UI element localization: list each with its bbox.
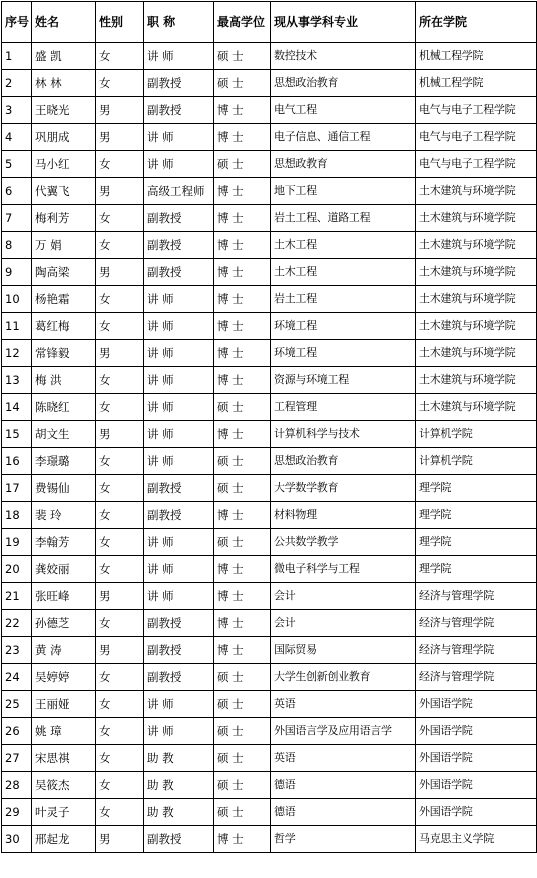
cell-gender: 女 — [96, 448, 144, 475]
cell-degree: 博 士 — [214, 340, 271, 367]
cell-index: 1 — [2, 43, 32, 70]
cell-college: 土木建筑与环境学院 — [416, 178, 537, 205]
cell-title: 讲 师 — [144, 448, 214, 475]
cell-major: 英语 — [271, 691, 416, 718]
cell-major: 思想政教育 — [271, 151, 416, 178]
cell-major: 思想政治教育 — [271, 448, 416, 475]
cell-title: 讲 师 — [144, 340, 214, 367]
cell-college: 计算机学院 — [416, 421, 537, 448]
cell-college: 经济与管理学院 — [416, 664, 537, 691]
faculty-table — [1, 1, 537, 853]
cell-major: 材料物理 — [271, 502, 416, 529]
table-row — [2, 97, 537, 124]
cell-major: 会计 — [271, 583, 416, 610]
cell-index: 15 — [2, 421, 32, 448]
cell-major: 德语 — [271, 799, 416, 826]
cell-college: 经济与管理学院 — [416, 583, 537, 610]
cell-gender: 女 — [96, 313, 144, 340]
cell-title: 助 教 — [144, 745, 214, 772]
cell-index: 13 — [2, 367, 32, 394]
cell-degree: 博 士 — [214, 583, 271, 610]
cell-name: 李璟璐 — [32, 448, 96, 475]
table-row — [2, 610, 537, 637]
cell-gender: 女 — [96, 610, 144, 637]
cell-name: 盛 凯 — [32, 43, 96, 70]
cell-degree: 博 士 — [214, 610, 271, 637]
cell-name: 孙德芝 — [32, 610, 96, 637]
cell-name: 黄 涛 — [32, 637, 96, 664]
cell-index: 8 — [2, 232, 32, 259]
cell-gender: 男 — [96, 178, 144, 205]
cell-index: 5 — [2, 151, 32, 178]
cell-index: 29 — [2, 799, 32, 826]
cell-gender: 男 — [96, 421, 144, 448]
cell-title: 副教授 — [144, 232, 214, 259]
cell-gender: 男 — [96, 124, 144, 151]
cell-index: 25 — [2, 691, 32, 718]
cell-index: 30 — [2, 826, 32, 853]
table-row — [2, 205, 537, 232]
cell-degree: 博 士 — [214, 556, 271, 583]
cell-index: 21 — [2, 583, 32, 610]
cell-index: 3 — [2, 97, 32, 124]
cell-gender: 女 — [96, 745, 144, 772]
cell-college: 马克思主义学院 — [416, 826, 537, 853]
cell-degree: 博 士 — [214, 97, 271, 124]
cell-title: 副教授 — [144, 97, 214, 124]
cell-name: 林 林 — [32, 70, 96, 97]
cell-index: 14 — [2, 394, 32, 421]
table-row — [2, 367, 537, 394]
table-row — [2, 394, 537, 421]
table-row — [2, 529, 537, 556]
cell-name: 龚姣丽 — [32, 556, 96, 583]
cell-gender: 女 — [96, 205, 144, 232]
cell-degree: 硕 士 — [214, 529, 271, 556]
cell-title: 讲 师 — [144, 394, 214, 421]
cell-title: 副教授 — [144, 664, 214, 691]
table-row — [2, 340, 537, 367]
cell-gender: 男 — [96, 259, 144, 286]
table-row — [2, 124, 537, 151]
cell-name: 邢起龙 — [32, 826, 96, 853]
cell-index: 4 — [2, 124, 32, 151]
cell-title: 副教授 — [144, 259, 214, 286]
cell-college: 经济与管理学院 — [416, 610, 537, 637]
cell-college: 理学院 — [416, 556, 537, 583]
cell-name: 马小红 — [32, 151, 96, 178]
cell-college: 理学院 — [416, 529, 537, 556]
cell-gender: 女 — [96, 70, 144, 97]
header-major: 现从事学科专业 — [271, 2, 416, 43]
header-gender: 性别 — [96, 2, 144, 43]
cell-gender: 女 — [96, 286, 144, 313]
cell-major: 会计 — [271, 610, 416, 637]
cell-name: 王晓光 — [32, 97, 96, 124]
cell-major: 数控技术 — [271, 43, 416, 70]
table-row — [2, 232, 537, 259]
cell-major: 思想政治教育 — [271, 70, 416, 97]
table-row — [2, 70, 537, 97]
cell-gender: 女 — [96, 529, 144, 556]
cell-name: 陶高梁 — [32, 259, 96, 286]
cell-college: 土木建筑与环境学院 — [416, 259, 537, 286]
cell-index: 2 — [2, 70, 32, 97]
cell-major: 德语 — [271, 772, 416, 799]
cell-name: 梅利芳 — [32, 205, 96, 232]
cell-major: 环境工程 — [271, 313, 416, 340]
cell-gender: 女 — [96, 772, 144, 799]
table-body — [2, 43, 537, 853]
cell-college: 电气与电子工程学院 — [416, 97, 537, 124]
cell-college: 土木建筑与环境学院 — [416, 394, 537, 421]
cell-degree: 博 士 — [214, 124, 271, 151]
table-row — [2, 43, 537, 70]
cell-title: 高级工程师 — [144, 178, 214, 205]
cell-index: 6 — [2, 178, 32, 205]
table-row — [2, 286, 537, 313]
cell-gender: 男 — [96, 637, 144, 664]
cell-college: 理学院 — [416, 502, 537, 529]
cell-gender: 女 — [96, 664, 144, 691]
cell-name: 胡文生 — [32, 421, 96, 448]
table-row — [2, 718, 537, 745]
table-row — [2, 313, 537, 340]
table-row — [2, 178, 537, 205]
cell-title: 讲 师 — [144, 421, 214, 448]
cell-index: 12 — [2, 340, 32, 367]
cell-major: 资源与环境工程 — [271, 367, 416, 394]
cell-gender: 男 — [96, 826, 144, 853]
table-row — [2, 637, 537, 664]
cell-major: 英语 — [271, 745, 416, 772]
cell-title: 讲 师 — [144, 556, 214, 583]
cell-title: 副教授 — [144, 205, 214, 232]
table-row — [2, 664, 537, 691]
cell-major: 土木工程 — [271, 232, 416, 259]
cell-name: 宋思祺 — [32, 745, 96, 772]
cell-title: 讲 师 — [144, 286, 214, 313]
cell-index: 17 — [2, 475, 32, 502]
cell-name: 巩朋成 — [32, 124, 96, 151]
cell-gender: 男 — [96, 583, 144, 610]
cell-college: 外国语学院 — [416, 772, 537, 799]
cell-gender: 女 — [96, 43, 144, 70]
cell-index: 19 — [2, 529, 32, 556]
cell-name: 梅 洪 — [32, 367, 96, 394]
cell-major: 环境工程 — [271, 340, 416, 367]
cell-name: 万 娟 — [32, 232, 96, 259]
table-row — [2, 475, 537, 502]
cell-name: 常锋毅 — [32, 340, 96, 367]
table-row — [2, 259, 537, 286]
cell-name: 李翰芳 — [32, 529, 96, 556]
cell-gender: 女 — [96, 799, 144, 826]
cell-title: 副教授 — [144, 637, 214, 664]
cell-college: 计算机学院 — [416, 448, 537, 475]
cell-degree: 硕 士 — [214, 448, 271, 475]
cell-gender: 女 — [96, 394, 144, 421]
cell-index: 26 — [2, 718, 32, 745]
table-header-row — [2, 2, 537, 43]
cell-college: 外国语学院 — [416, 718, 537, 745]
cell-degree: 博 士 — [214, 232, 271, 259]
cell-college: 外国语学院 — [416, 691, 537, 718]
cell-degree: 硕 士 — [214, 718, 271, 745]
cell-college: 电气与电子工程学院 — [416, 124, 537, 151]
cell-college: 土木建筑与环境学院 — [416, 313, 537, 340]
cell-title: 副教授 — [144, 610, 214, 637]
cell-degree: 硕 士 — [214, 70, 271, 97]
cell-degree: 博 士 — [214, 367, 271, 394]
cell-name: 代翼飞 — [32, 178, 96, 205]
cell-index: 22 — [2, 610, 32, 637]
cell-index: 11 — [2, 313, 32, 340]
cell-index: 18 — [2, 502, 32, 529]
cell-college: 土木建筑与环境学院 — [416, 286, 537, 313]
cell-title: 副教授 — [144, 502, 214, 529]
cell-major: 微电子科学与工程 — [271, 556, 416, 583]
cell-major: 公共数学教学 — [271, 529, 416, 556]
cell-degree: 博 士 — [214, 637, 271, 664]
cell-degree: 博 士 — [214, 259, 271, 286]
cell-index: 7 — [2, 205, 32, 232]
cell-gender: 男 — [96, 340, 144, 367]
cell-degree: 硕 士 — [214, 691, 271, 718]
cell-degree: 博 士 — [214, 421, 271, 448]
cell-gender: 男 — [96, 97, 144, 124]
cell-title: 讲 师 — [144, 313, 214, 340]
cell-title: 副教授 — [144, 826, 214, 853]
header-degree: 最高学位 — [214, 2, 271, 43]
cell-title: 讲 师 — [144, 529, 214, 556]
cell-college: 理学院 — [416, 475, 537, 502]
cell-title: 讲 师 — [144, 691, 214, 718]
cell-college: 土木建筑与环境学院 — [416, 340, 537, 367]
cell-index: 9 — [2, 259, 32, 286]
cell-college: 机械工程学院 — [416, 43, 537, 70]
table-row — [2, 502, 537, 529]
cell-title: 讲 师 — [144, 718, 214, 745]
table-row — [2, 745, 537, 772]
cell-name: 费锡仙 — [32, 475, 96, 502]
header-name: 姓名 — [32, 2, 96, 43]
cell-gender: 女 — [96, 556, 144, 583]
cell-major: 电气工程 — [271, 97, 416, 124]
cell-gender: 女 — [96, 475, 144, 502]
cell-degree: 硕 士 — [214, 151, 271, 178]
cell-name: 吴筱杰 — [32, 772, 96, 799]
cell-index: 20 — [2, 556, 32, 583]
table-row — [2, 583, 537, 610]
cell-index: 23 — [2, 637, 32, 664]
table-row — [2, 151, 537, 178]
cell-college: 机械工程学院 — [416, 70, 537, 97]
cell-degree: 硕 士 — [214, 745, 271, 772]
table-row — [2, 691, 537, 718]
cell-college: 电气与电子工程学院 — [416, 151, 537, 178]
cell-name: 葛红梅 — [32, 313, 96, 340]
cell-title: 讲 师 — [144, 151, 214, 178]
cell-major: 电子信息、通信工程 — [271, 124, 416, 151]
cell-degree: 硕 士 — [214, 772, 271, 799]
cell-title: 副教授 — [144, 70, 214, 97]
cell-name: 姚 璋 — [32, 718, 96, 745]
cell-degree: 博 士 — [214, 205, 271, 232]
cell-major: 土木工程 — [271, 259, 416, 286]
cell-major: 工程管理 — [271, 394, 416, 421]
cell-degree: 博 士 — [214, 286, 271, 313]
table-row — [2, 772, 537, 799]
cell-college: 经济与管理学院 — [416, 637, 537, 664]
cell-title: 讲 师 — [144, 367, 214, 394]
cell-title: 讲 师 — [144, 124, 214, 151]
cell-title: 讲 师 — [144, 43, 214, 70]
cell-major: 大学数学教育 — [271, 475, 416, 502]
cell-gender: 女 — [96, 502, 144, 529]
cell-degree: 博 士 — [214, 502, 271, 529]
cell-title: 助 教 — [144, 799, 214, 826]
cell-title: 副教授 — [144, 475, 214, 502]
header-college: 所在学院 — [416, 2, 537, 43]
cell-name: 杨艳霜 — [32, 286, 96, 313]
cell-index: 27 — [2, 745, 32, 772]
cell-college: 外国语学院 — [416, 745, 537, 772]
cell-degree: 硕 士 — [214, 799, 271, 826]
cell-name: 陈晓红 — [32, 394, 96, 421]
cell-index: 24 — [2, 664, 32, 691]
cell-name: 吴婷婷 — [32, 664, 96, 691]
cell-degree: 博 士 — [214, 313, 271, 340]
cell-degree: 博 士 — [214, 178, 271, 205]
cell-college: 土木建筑与环境学院 — [416, 232, 537, 259]
cell-college: 土木建筑与环境学院 — [416, 367, 537, 394]
cell-degree: 硕 士 — [214, 475, 271, 502]
cell-major: 岩土工程 — [271, 286, 416, 313]
cell-major: 大学生创新创业教育 — [271, 664, 416, 691]
cell-name: 叶灵子 — [32, 799, 96, 826]
cell-major: 计算机科学与技术 — [271, 421, 416, 448]
cell-gender: 女 — [96, 718, 144, 745]
cell-college: 外国语学院 — [416, 799, 537, 826]
header-title: 职 称 — [144, 2, 214, 43]
cell-index: 16 — [2, 448, 32, 475]
cell-degree: 硕 士 — [214, 394, 271, 421]
cell-name: 张旺峰 — [32, 583, 96, 610]
cell-degree: 硕 士 — [214, 43, 271, 70]
cell-gender: 女 — [96, 367, 144, 394]
cell-index: 28 — [2, 772, 32, 799]
cell-degree: 硕 士 — [214, 664, 271, 691]
header-index: 序号 — [2, 2, 32, 43]
cell-major: 哲学 — [271, 826, 416, 853]
table-row — [2, 799, 537, 826]
cell-name: 裴 玲 — [32, 502, 96, 529]
table-row — [2, 448, 537, 475]
table-row — [2, 826, 537, 853]
cell-gender: 女 — [96, 232, 144, 259]
cell-major: 岩土工程、道路工程 — [271, 205, 416, 232]
table-row — [2, 556, 537, 583]
cell-degree: 博 士 — [214, 826, 271, 853]
table-row — [2, 421, 537, 448]
cell-major: 外国语言学及应用语言学 — [271, 718, 416, 745]
cell-gender: 女 — [96, 151, 144, 178]
cell-college: 土木建筑与环境学院 — [416, 205, 537, 232]
cell-index: 10 — [2, 286, 32, 313]
cell-title: 讲 师 — [144, 583, 214, 610]
cell-name: 王丽娅 — [32, 691, 96, 718]
cell-title: 助 教 — [144, 772, 214, 799]
cell-major: 国际贸易 — [271, 637, 416, 664]
cell-major: 地下工程 — [271, 178, 416, 205]
cell-gender: 女 — [96, 691, 144, 718]
